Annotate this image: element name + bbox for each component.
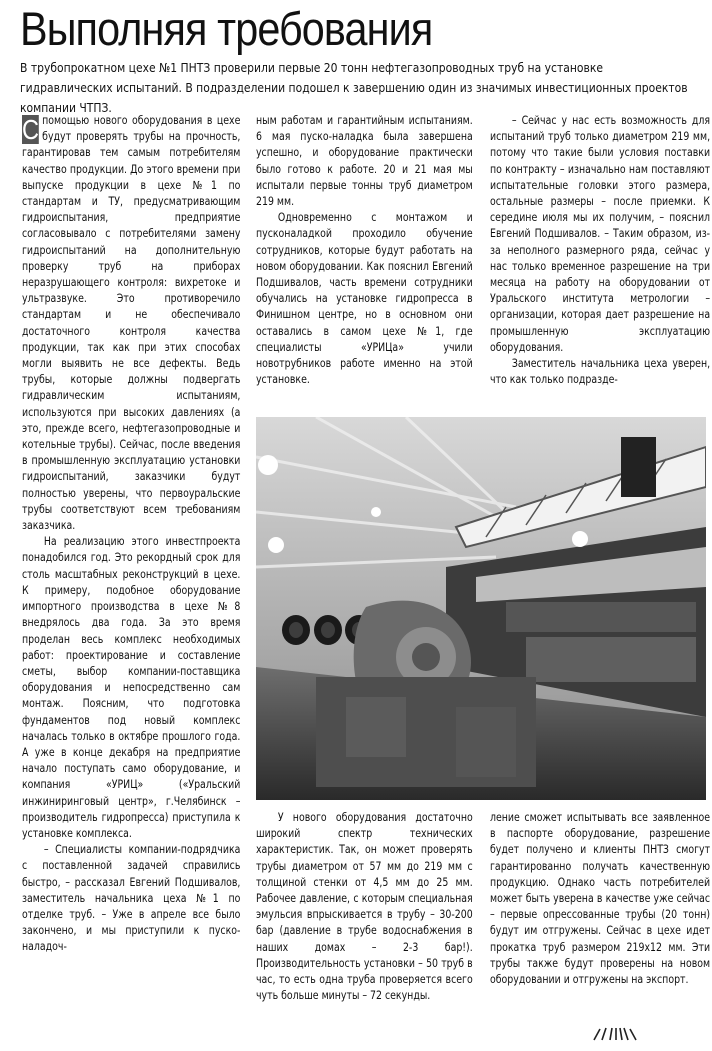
text-column-2 [256,113,473,403]
article-title: Выполняя требования [20,2,433,55]
paragraph: ление сможет испытывать все заявленное в паспорте оборудование, разрешение будет получено и клиенты ПНТЗ смогут гарантированно получать качественную продукцию. Однако часть потребителей может быть уверена в качестве уже сейчас – первые опрессованные трубы (20 тонн) будут им отгружены. Сейчас в цехе идет прокатка труб размером 219х12 мм. Эти трубы также будут проверены на новом оборудовании и отгружены на экспорт. [490,811,711,987]
photo-illustration [256,417,706,800]
paragraph: ным работам и гарантийным испытаниям. 6 мая пуско-наладка была завершена успешно, и оборудование практически было готово к работе. 20 и 21 мая мы испытали первые тонны труб диаметром 219 мм. [256,114,473,209]
paragraph-text: помощью нового оборудования в цехе будут проверять трубы на прочность, гарантировав тем самым потребителям качество продукции. До этого времени при выпуске продукции в цехе №1 по стандартам и ТУ, предусматривающим гидроиспытания, предприятие согласовывало с потребителями замену гидроиспытаний на дополнительную проверку труб на приборах неразрушающего контроля: вихретоке и ультразвуке. Это противоречило стандартам и не обеспечивало достаточного контроля качества продукции, так как при этих способах могли выявить не все дефекты. Ведь трубы, которые должны подвергать гидравлическим испытаниям, используются при высоких давлениях (а это, прежде всего, нефтегазопроводные и котельные трубы). Сейчас, после введения в промышленную эксплуатацию установки гидроиспытаний, заказчики будут полностью уверены, что первоуральские трубы соответствуют всем требованиям заказчика. [22,114,241,533]
paragraph: У нового оборудования достаточно широкий спектр технических характеристик. Так, он может проверять трубы диаметром от 57 мм до 219 мм с толщиной стенки от 4,5 мм до 25 мм. Рабочее давление, с которым специальная эмульсия впрыскивается в трубу – 30-200 бар (давление в трубе водоснабжения в наших домах – 2-3 бар!). Производительность установки – 50 труб в час, то есть одна труба проверяется всего чуть больше минуты – 72 секунды. [256,811,473,1003]
paragraph [22,113,240,534]
paragraph: Одновременно с монтажом и пусконаладкой проходило обучение сотрудников, которые будут работать на новом оборудовании. Как пояснил Евгений Подшивалов, часть времени сотрудники обучались на установке гидропресса в Финишном центре, но в основном они оставались в самом цехе №1, где специалисты «УРИЦа» учили новотрубников работе именно на этой установке. [256,211,473,387]
article-lead: В трубопрокатном цехе №1 ПНТЗ проверили первые 20 тонн нефтегазопроводных труб на установке гидравлических испытаний. В подразделении подошел к завершению один из значимых инвестиционных проектов компании ЧТПЗ. [20,60,688,115]
pipe-testing-press-photo [256,417,706,800]
text-column-3 [490,113,710,403]
text-column-1 [22,113,240,1043]
paragraph: На реализацию этого инвестпроекта понадобился год. Это рекордный срок для столь масштабных реконструкций в цехе. К примеру, подобное оборудование импортного производства в цехе №8 внедрялось два года. За это время проделан весь комплекс необходимых работ: проектирование и составление сметы, выбор компании-поставщика оборудования и непосредственно сам монтаж. Поясним, что подготовка фундаментов под новый комплекс началась только в октябре прошлого года. А уже в конце декабря на предприятие начало поступать само оборудование, и компания «УРИЦ» («Уральский инжиниринговый центр», г.Челябинск – производитель гидропресса) приступила к установке комплекса. [22,535,241,840]
paragraph: Заместитель начальника цеха уверен, что как только подразде- [490,357,711,387]
end-mark-icon [590,1026,642,1042]
text-column-3-bottom [490,810,710,1046]
text-column-2-bottom [256,810,473,1046]
paragraph: – Специалисты компании-подрядчика с поставленной задачей справились быстро, – рассказал Евгений Подшивалов, заместитель начальника цеха №1 по отделке труб. – Уже в апреле все было закончено, и мы приступили к пуско-наладоч- [22,843,241,954]
paragraph: – Сейчас у нас есть возможность для испытаний труб только диаметром 219 мм, потому что такие были условия поставки по контракту – изначально нам поставляют испытательные головки этого размера, остальные размеры – после приемки. К середине июля мы их получим, – пояснил Евгений Подшивалов. – Таким образом, из-за неполного размерного ряда, сейчас у нас только временное разрешение на три месяца на работу на оборудовании от Уральского института метрологии – организации, которая дает разрешение на промышленную эксплуатацию оборудования. [490,114,711,354]
drop-cap: С [22,114,39,145]
